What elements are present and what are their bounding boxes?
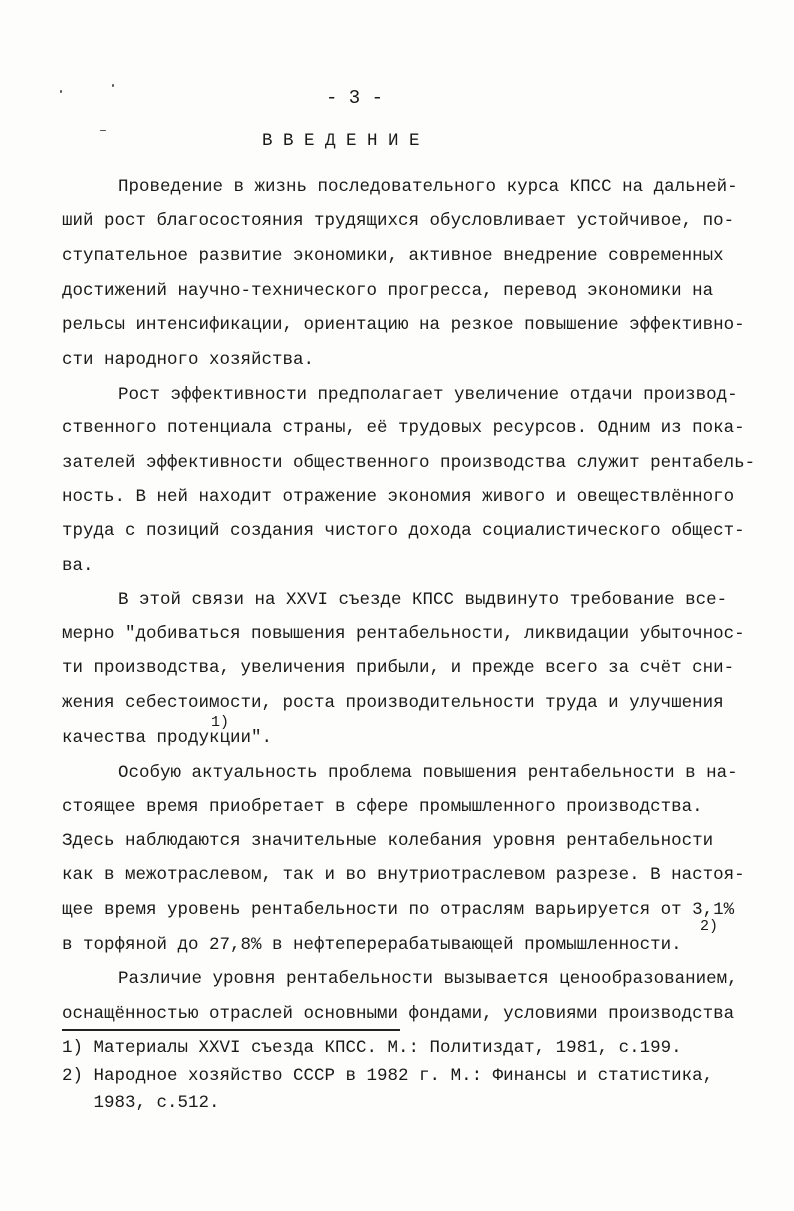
text-line: ти производства, увеличения прибыли, и прежде всего за счёт сни- — [62, 658, 735, 678]
text-line: Рост эффективности предполагает увеличение отдачи производ- — [118, 385, 738, 405]
text-line: труда с позиций создания чистого дохода социалистического общест- — [62, 521, 745, 541]
text-line: достижений научно-технического прогресса, перевод экономики на — [62, 281, 714, 301]
text-line: рельсы интенсификации, ориентацию на резкое повышение эффективно- — [62, 315, 745, 335]
text-line: стоящее время приобретает в сфере промышленного производства. — [62, 797, 703, 817]
text-line: в торфяной до 27,8% в нефтеперерабатывающей промышленности. — [62, 935, 682, 955]
text-line: ва. — [62, 556, 94, 576]
text-line: ственного потенциала страны, её трудовых ресурсов. Одним из пока- — [62, 418, 745, 438]
text-line: Различие уровня рентабельности вызывается ценообразованием, — [118, 969, 738, 989]
footnote-2: 2) Народное хозяйство СССР в 1982 г. М.: Финансы и статистика, — [62, 1066, 714, 1086]
text-line: ность. В ней находит отражение экономия живого и овеществлённого — [62, 487, 735, 507]
text-line: как в межотраслевом, так и во внутриотраслевом разрезе. В настоя- — [62, 865, 745, 885]
text-line: сти народного хозяйства. — [62, 350, 315, 370]
footnote-separator — [62, 1029, 400, 1031]
text-line: зателей эффективности общественного производства служит рентабель- — [62, 453, 756, 473]
text-line: качества продукции". — [62, 728, 273, 748]
text-line: Здесь наблюдаются значительные колебания уровня рентабельности — [62, 831, 714, 851]
text-line: жения себестоимости, роста производительности труда и улучшения — [62, 693, 724, 713]
page-number: - 3 - — [326, 87, 384, 109]
text-line: щее время уровень рентабельности по отраслям варьируется от 3,1% — [62, 900, 735, 920]
text-line: ступательное развитие экономики, активное внедрение современных — [62, 246, 724, 266]
footnote-mark-2: 2) — [700, 918, 719, 935]
scan-speck — [112, 84, 114, 87]
text-line: В этой связи на ХХVI съезде КПСС выдвинуто требование все- — [118, 590, 728, 610]
text-line: ший рост благосостояния трудящихся обусловливает устойчивое, по- — [62, 211, 735, 231]
scan-speck — [100, 130, 106, 131]
footnote-2-continued: 1983, с.512. — [62, 1093, 220, 1113]
text-line: оснащённостью отраслей основными фондами, условиями производства — [62, 1004, 735, 1024]
text-line: Проведение в жизнь последовательного курса КПСС на дальней- — [118, 177, 738, 197]
text-line: мерно "добиваться повышения рентабельности, ликвидации убыточнос- — [62, 624, 745, 644]
footnote-mark-1: 1) — [211, 714, 230, 731]
section-heading: В В Е Д Е Н И Е — [262, 131, 420, 151]
text-line: Особую актуальность проблема повышения рентабельности в на- — [118, 763, 738, 783]
footnote-1: 1) Материалы ХХVI съезда КПСС. М.: Политиздат, 1981, с.199. — [62, 1038, 682, 1058]
scan-speck — [60, 90, 62, 93]
